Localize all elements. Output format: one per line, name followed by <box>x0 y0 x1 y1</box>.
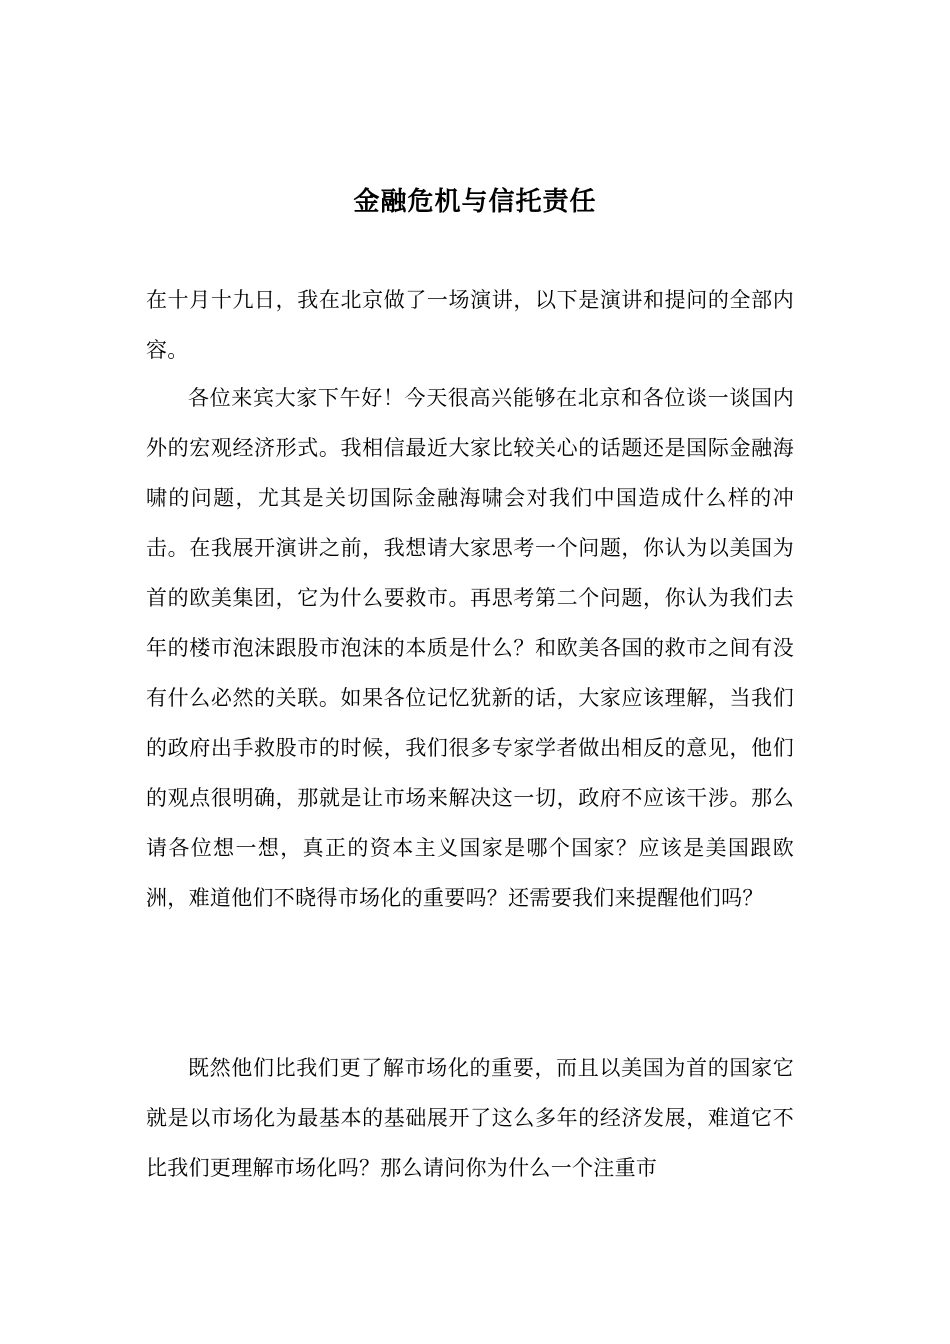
paragraph-text: 既然他们比我们更了解市场化的重要，而且以美国为首的国家它就是以市场化为最基本的基础展开了这么多年的经济发展，难道它不比我们更理解市场化吗？那么请问你为什么一个注重市 <box>146 1056 794 1180</box>
paragraph-intro <box>146 275 794 375</box>
paragraph-text: 各位来宾大家下午好！今天很高兴能够在北京和各位谈一谈国内外的宏观经济形式。我相信最近大家比较关心的话题还是国际金融海啸的问题，尤其是关切国际金融海啸会对我们中国造成什么样的冲击。在我展开演讲之前，我想请大家思考一个问题，你认为以美国为首的欧美集团，它为什么要救市。再思考第二个问题，你认为我们去年的楼市泡沫跟股市泡沫的本质是什么？和欧美各国的救市之间有没有什么必然的关联。如果各位记忆犹新的话，大家应该理解，当我们的政府出手救股市的时候，我们很多专家学者做出相反的意见，他们的观点很明确，那就是让市场来解决这一切，政府不应该干涉。那么请各位想一想，真正的资本主义国家是哪个国家？应该是美国跟欧洲，难道他们不晓得市场化的重要吗？还需要我们来提醒他们吗？ <box>146 386 794 910</box>
document-title: 金融危机与信托责任 <box>353 187 597 217</box>
paragraph-text: 在十月十九日，我在北京做了一场演讲，以下是演讲和提问的全部内容。 <box>146 288 794 362</box>
paragraph-speech-opening <box>146 373 794 923</box>
paragraph-speech-continued <box>146 1043 794 1193</box>
